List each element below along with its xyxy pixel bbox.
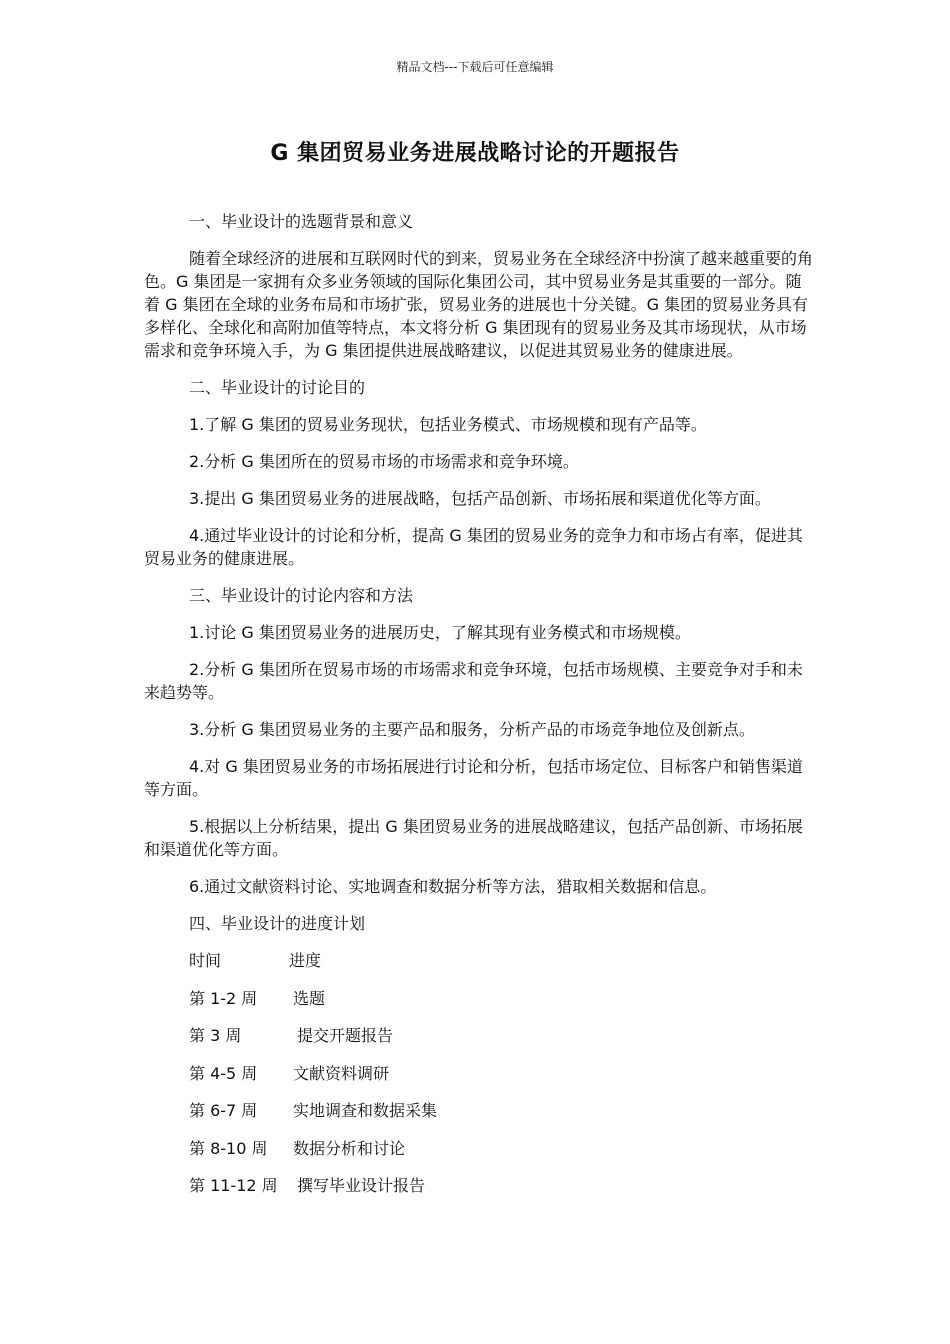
schedule-task: 实地调查和数据采集 [293,1101,438,1120]
section-2-item: 3.提出 G 集团贸易业务的进展战略，包括产品创新、市场拓展和渠道优化等方面。 [189,489,771,508]
schedule-row [189,1099,814,1122]
schedule-row [189,1062,814,1085]
schedule-header-row [189,949,814,972]
section-3-item: 4.对 G 集团贸易业务的市场拓展进行讨论和分析，包括市场定位、目标客户和销售渠道等方面。 [144,757,803,799]
schedule-task: 提交开题报告 [297,1026,394,1045]
page-header: 精品文档---下载后可任意编辑 [396,60,554,74]
section-3-item: 3.分析 G 集团贸易业务的主要产品和服务，分析产品的市场竞争地位及创新点。 [189,720,755,739]
schedule-row [189,1137,814,1160]
section-2-heading: 二、毕业设计的讨论目的 [189,378,366,397]
schedule-task: 撰写毕业设计报告 [297,1176,426,1195]
document-title: G 集团贸易业务进展战略讨论的开题报告 [270,141,680,166]
section-2-item: 4.通过毕业设计的讨论和分析，提高 G 集团的贸易业务的竞争力和市场占有率，促进其贸易业务的健康进展。 [144,526,803,568]
schedule-time: 第 6-7 周 [189,1101,258,1120]
schedule-row [189,1024,814,1047]
schedule-row [189,987,814,1010]
section-3-heading: 三、毕业设计的讨论内容和方法 [189,586,414,605]
section-3-item: 1.讨论 G 集团贸易业务的进展历史，了解其现有业务模式和市场规模。 [189,623,691,642]
section-2-item: 2.分析 G 集团所在的贸易市场的市场需求和竞争环境。 [189,452,579,471]
schedule-task: 数据分析和讨论 [293,1138,406,1158]
schedule-time: 第 8-10 周 [189,1138,268,1158]
section-1-heading: 一、毕业设计的选题背景和意义 [189,212,414,231]
section-4-heading: 四、毕业设计的进度计划 [189,914,366,933]
schedule-table [144,949,814,1197]
section-3-item: 6.通过文献资料讨论、实地调查和数据分析等方法，猎取相关数据和信息。 [189,877,717,896]
schedule-time: 第 3 周 [189,1026,242,1045]
section-3-item: 2.分析 G 集团所在贸易市场的市场需求和竞争环境，包括市场规模、主要竞争对手和未来趋势等。 [144,660,803,702]
schedule-time: 第 11-12 周 [189,1176,278,1195]
schedule-task: 选题 [293,988,326,1008]
schedule-task: 文献资料调研 [293,1063,390,1083]
section-3-item: 5.根据以上分析结果，提出 G 集团贸易业务的进展战略建议，包括产品创新、市场拓展和渠道优化等方面。 [144,817,803,859]
schedule-time: 第 1-2 周 [189,988,258,1008]
schedule-row [189,1174,814,1197]
schedule-time: 第 4-5 周 [189,1063,258,1083]
schedule-header-time: 时间 [189,951,222,970]
section-1-paragraph: 随着全球经济的进展和互联网时代的到来，贸易业务在全球经济中扮演了越来越重要的角色。G 集团是一家拥有众多业务领域的国际化集团公司，其中贸易业务是其重要的一部分。随着 G 集团在全球的业务布局和市场扩张，贸易业务的进展也十分关键。G 集团的贸易业务具有多样化、全球化和高附加值等特点，本文将分析 G 集团现有的贸易业务及其市场现状，从市场需求和竞争环境入手，为 G 集团提供进展战略建议，以促进其贸易业务的健康进展。 [144,249,814,360]
section-2-item: 1.了解 G 集团的贸易业务现状，包括业务模式、市场规模和现有产品等。 [189,415,707,434]
schedule-header-progress: 进度 [289,951,322,970]
document-body [144,210,814,1212]
